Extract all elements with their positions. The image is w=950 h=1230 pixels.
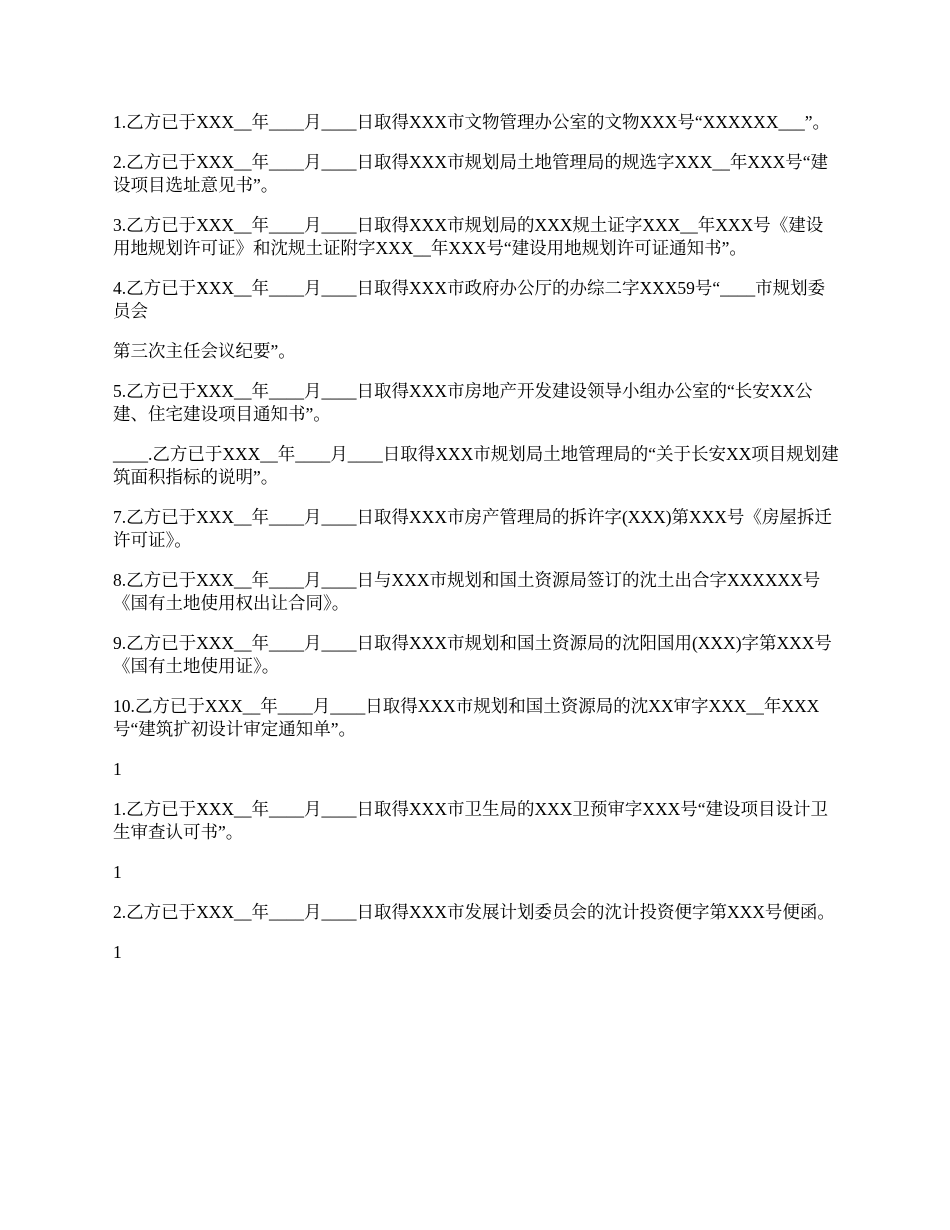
paragraph-6: ____.乙方已于XXX__年____月____日取得XXX市规划局土地管理局的“关于长安XX项目规划建筑面积指标的说明”。 [113, 444, 839, 487]
paragraph-5: 5.乙方已于XXX__年____月____日取得XXX市房地产开发建设领导小组办公室的“长安XX公建、住宅建设项目通知书”。 [113, 381, 813, 424]
paragraph-2: 2.乙方已于XXX__年____月____日取得XXX市规划局土地管理局的规选字XXX__年XXX号“建设项目选址意见书”。 [113, 152, 829, 195]
paragraph-1: 1.乙方已于XXX__年____月____日取得XXX市文物管理办公室的文物XXX号“XXXXXX___”。 [113, 112, 830, 132]
paragraph-9: 9.乙方已于XXX__年____月____日取得XXX市规划和国土资源局的沈阳国用(XXX)字第XXX号《国有土地使用证》。 [113, 633, 832, 676]
paragraph-10: 10.乙方已于XXX__年____月____日取得XXX市规划和国土资源局的沈XX审字XXX__年XXX号“建筑扩初设计审定通知单”。 [113, 696, 820, 739]
paragraph-7: 7.乙方已于XXX__年____月____日取得XXX市房产管理局的拆许字(XXX)第XXX号《房屋拆迁许可证》。 [113, 507, 832, 550]
paragraph-3: 3.乙方已于XXX__年____月____日取得XXX市规划局的XXX规土证字XXX__年XXX号《建设用地规划许可证》和沈规土证附字XXX__年XXX号“建设用地规划许可证通知书”。 [113, 215, 824, 258]
paragraph-12: 2.乙方已于XXX__年____月____日取得XXX市发展计划委员会的沈计投资便字第XXX号便函。 [113, 902, 835, 922]
paragraph-11: 1.乙方已于XXX__年____月____日取得XXX市卫生局的XXX卫预审字XXX号“建设项目设计卫生审查认可书”。 [113, 799, 829, 842]
paragraph-4-continued: 第三次主任会议纪要”。 [113, 341, 296, 361]
paragraph-8: 8.乙方已于XXX__年____月____日与XXX市规划和国土资源局签订的沈土出合字XXXXXX号《国有土地使用权出让合同》。 [113, 570, 821, 613]
paragraph-4: 4.乙方已于XXX__年____月____日取得XXX市政府办公厅的办综二字XXX59号“____市规划委员会 [113, 278, 826, 321]
section-number: 1 [113, 759, 122, 779]
section-number: 1 [113, 942, 122, 962]
section-number: 1 [113, 862, 122, 882]
